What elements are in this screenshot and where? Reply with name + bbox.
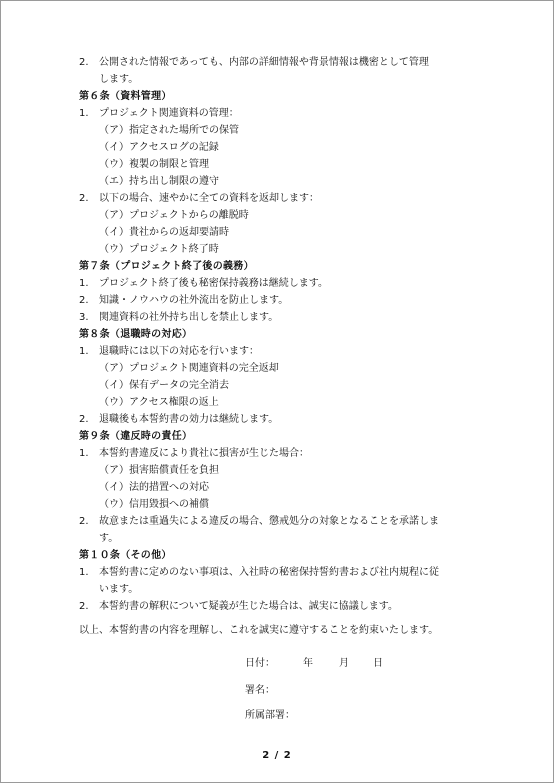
- article6-sub2-u: [79, 241, 483, 258]
- article9-sub-a: [79, 462, 483, 479]
- item-number: 2.: [79, 516, 89, 527]
- sub-text: アクセスログの記録: [129, 142, 219, 153]
- article6-sub-i: [79, 139, 483, 156]
- date-day: 日: [373, 658, 383, 669]
- item-text: 関連資料の社外持ち出しを禁止します。: [99, 312, 279, 323]
- article6-item-2: [79, 190, 483, 207]
- article6-heading: 第６条（資料管理）: [79, 91, 172, 102]
- sub-label: （ア）: [99, 210, 129, 221]
- date-year: 年: [303, 658, 313, 669]
- item-number: 3.: [79, 312, 89, 323]
- item-number: 2.: [79, 57, 89, 68]
- sub-text: アクセス権限の返上: [129, 397, 219, 408]
- sub-text: プロジェクト関連資料の完全返却: [129, 363, 279, 374]
- sub-text: 法的措置への対応: [129, 482, 209, 493]
- department-row: [245, 709, 465, 723]
- item-text-line: します。: [99, 74, 139, 85]
- sub-label: （ウ）: [99, 397, 129, 408]
- sub-text: プロジェクト終了時: [129, 244, 219, 255]
- article7-item-2: [79, 292, 483, 309]
- article7-heading: 第７条（プロジェクト終了後の義務）: [79, 261, 254, 272]
- item-number: 2.: [79, 193, 89, 204]
- signature-label: 署名：: [245, 685, 275, 696]
- sub-label: （ウ）: [99, 499, 129, 510]
- sub-label: （イ）: [99, 227, 129, 238]
- sub-label: （エ）: [99, 176, 129, 187]
- article8-sub-a: [79, 360, 483, 377]
- signature-row: [245, 684, 465, 698]
- sub-label: （イ）: [99, 380, 129, 391]
- sub-text: 貴社からの返却要請時: [129, 227, 229, 238]
- sub-label: （ウ）: [99, 244, 129, 255]
- item-text: 退職時には以下の対応を行います：: [99, 346, 259, 357]
- item-text: 本誓約書違反により貴社に損害が生じた場合：: [99, 448, 309, 459]
- sub-text: 保有データの完全消去: [129, 380, 229, 391]
- item-number: 2.: [79, 295, 89, 306]
- sub-text: プロジェクトからの離脱時: [129, 210, 249, 221]
- article6-sub2-i: [79, 224, 483, 241]
- article9-item-2: [79, 513, 483, 547]
- article10-item-1: [79, 564, 483, 598]
- item-text-line: 公開された情報であっても、内部の詳細情報や背景情報は機密として管理: [99, 57, 429, 68]
- item-text: プロジェクト関連資料の管理：: [99, 108, 239, 119]
- item-number: 1.: [79, 346, 89, 357]
- sub-label: （ア）: [99, 363, 129, 374]
- article8-heading: 第８条（退職時の対応）: [79, 329, 193, 340]
- date-label: 日付：: [245, 658, 275, 669]
- page-number: 2 / 2: [262, 750, 292, 761]
- sub-text: 持ち出し制限の遵守: [129, 176, 219, 187]
- item-text: プロジェクト終了後も秘密保持義務は継続します。: [99, 278, 328, 289]
- item-text: 本誓約書の解釈について疑義が生じた場合は、誠実に協議します。: [99, 601, 398, 612]
- sub-label: （ウ）: [99, 159, 129, 170]
- item-text: 以下の場合、速やかに全ての資料を返却します：: [99, 193, 319, 204]
- article7-item-1: [79, 275, 483, 292]
- sub-label: （ア）: [99, 125, 129, 136]
- article6-sub-a: [79, 122, 483, 139]
- item-number: 1.: [79, 278, 89, 289]
- article10-item-2: [79, 598, 483, 615]
- date-month: 月: [339, 658, 349, 669]
- item-text-line: 本誓約書に定めのない事項は、入社時の秘密保持誓約書および社内規程に従: [99, 567, 439, 578]
- article7-item-3: [79, 309, 483, 326]
- article8-item-2: [79, 411, 483, 428]
- sub-label: （イ）: [99, 482, 129, 493]
- sub-label: （ア）: [99, 465, 129, 476]
- item-text-line: す。: [99, 533, 119, 544]
- sub-text: 信用毀損への補償: [129, 499, 209, 510]
- item-text-line: 故意または重過失による違反の場合、懲戒処分の対象となることを承諾しま: [99, 516, 439, 527]
- article8-sub-u: [79, 394, 483, 411]
- article5-item-2: [79, 54, 483, 88]
- article9-sub-i: [79, 479, 483, 496]
- sub-text: 指定された場所での保管: [129, 125, 239, 136]
- article6-sub-e: [79, 173, 483, 190]
- sub-text: 複製の制限と管理: [129, 159, 209, 170]
- item-number: 1.: [79, 567, 89, 578]
- document-body: [79, 54, 483, 639]
- article9-heading: 第９条（違反時の責任）: [79, 431, 193, 442]
- article9-item-1: [79, 445, 483, 462]
- article10-heading: 第１０条（その他）: [79, 550, 172, 561]
- item-text: 退職後も本誓約書の効力は継続します。: [99, 414, 279, 425]
- date-row: [245, 657, 465, 671]
- article6-item-1: [79, 105, 483, 122]
- item-number: 1.: [79, 108, 89, 119]
- item-number: 1.: [79, 448, 89, 459]
- sub-label: （イ）: [99, 142, 129, 153]
- article8-sub-i: [79, 377, 483, 394]
- item-text-line: います。: [99, 584, 139, 595]
- sub-text: 損害賠償責任を負担: [129, 465, 219, 476]
- item-text: 知識・ノウハウの社外流出を防止します。: [99, 295, 289, 306]
- department-label: 所属部署：: [245, 710, 295, 721]
- item-number: 2.: [79, 414, 89, 425]
- article9-sub-u: [79, 496, 483, 513]
- closing-statement: 以上、本誓約書の内容を理解し、これを誠実に遵守することを約束いたします。: [79, 625, 439, 636]
- article8-item-1: [79, 343, 483, 360]
- article6-sub2-a: [79, 207, 483, 224]
- item-number: 2.: [79, 601, 89, 612]
- article6-sub-u: [79, 156, 483, 173]
